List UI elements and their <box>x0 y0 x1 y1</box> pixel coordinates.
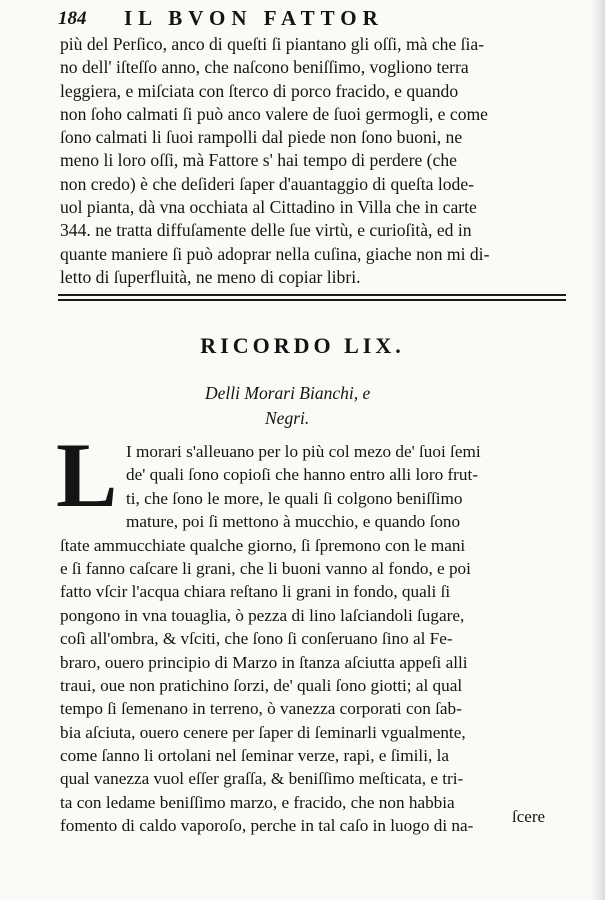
text-line: fomento di caldo vaporoſo, perche in tal caſo in luogo di na- <box>60 816 474 836</box>
running-head <box>58 8 558 32</box>
text-line: mature, poi ſi mettono à mucchio, e quando ſono <box>126 512 461 532</box>
text-line: bia aſciuta, ouero cenere per ſaper di ſeminarli vgualmente, <box>60 722 466 742</box>
text-line: fatto vſcir l'acqua chiara reſtano li grani in fondo, quali ſi <box>60 582 451 602</box>
subheading-line: Delli Morari Bianchi, e <box>205 383 371 403</box>
text-line: no dell' iſteſſo anno, che naſcono beniſſimo, vogliono terra <box>60 57 469 78</box>
section-subheading <box>205 381 465 431</box>
text-line: leggiera, e miſciata con ſterco di porco fracido, e quando <box>60 80 459 101</box>
subheading-line: Negri. <box>265 408 310 428</box>
text-line: qual vanezza vuol eſſer graſſa, & beniſſimo meſticata, e tri- <box>60 769 464 789</box>
text-line: de' quali ſono copioſi che hanno entro alli loro frut- <box>126 465 478 485</box>
text-line: ta con ledame beniſſimo marzo, e fracido, che non habbia <box>60 792 455 812</box>
text-line: traui, oue non pratichino ſorzi, de' quali ſono giotti; al qual <box>60 675 463 695</box>
page-number: 184 <box>58 8 87 29</box>
running-title: IL BVON FATTOR <box>124 6 384 30</box>
text-line: pongono in vna touaglia, ò pezza di lino laſciandoli ſugare, <box>60 605 465 625</box>
section-heading: RICORDO LIX. <box>200 333 405 358</box>
text-line: coſì all'ombra, & vſciti, che ſono ſi conſeruano ſino al Fe- <box>60 629 453 649</box>
section-divider-rule <box>58 294 566 296</box>
drop-cap: L <box>56 424 118 526</box>
text-line: ſtate ammucchiate qualche giorno, ſi ſpremono con le mani <box>60 535 466 555</box>
upper-text-block <box>60 33 565 289</box>
section-divider-rule <box>58 299 566 301</box>
text-line: non ſoho calmati ſi può anco valere de ſuoi germogli, e come <box>60 103 488 124</box>
text-line: non credo) è che deſideri ſaper d'auantaggio di queſta lode- <box>60 173 475 194</box>
text-line: meno li loro oſſi, mà Fattore s' hai tempo di perdere (che <box>60 150 457 171</box>
catchword: ſcere <box>512 807 546 826</box>
lower-text-block <box>60 440 565 838</box>
text-line: uol pianta, dà vna occhiata al Cittadino in Villa che in carte <box>60 197 477 218</box>
text-line: quante maniere ſi può adoprar nella cuſina, giache non mi di- <box>60 243 490 264</box>
text-line: tempo ſi ſemenano in terreno, ò vanezza corporati con ſab- <box>60 699 462 719</box>
text-line: e ſi fanno caſcare li grani, che li buoni vanno al fondo, e poi <box>60 558 471 578</box>
text-line: I morari s'alleuano per lo più col mezo de' ſuoi ſemi <box>126 442 481 461</box>
text-line: letto di ſuperfluità, ne meno di copiar libri. <box>60 266 361 287</box>
text-line: ti, che ſono le more, le quali ſi colgono beniſſimo <box>126 488 463 508</box>
text-line: braro, ouero principio di Marzo in ſtanza aſciutta appeſi alli <box>60 652 468 672</box>
text-line: più del Perſico, anco di queſti ſi piantano gli oſſi, mà che ſia- <box>60 34 485 54</box>
text-line: ſono calmati li ſuoi rampolli dal piede non ſono buoni, ne <box>60 127 463 148</box>
text-line: come ſanno li ortolani nel ſeminar verze, rapi, e ſimili, la <box>60 746 449 766</box>
scan-edge-shadow <box>591 0 605 900</box>
text-line: 344. ne tratta diffuſamente delle ſue virtù, e curioſità, ed in <box>60 220 472 241</box>
